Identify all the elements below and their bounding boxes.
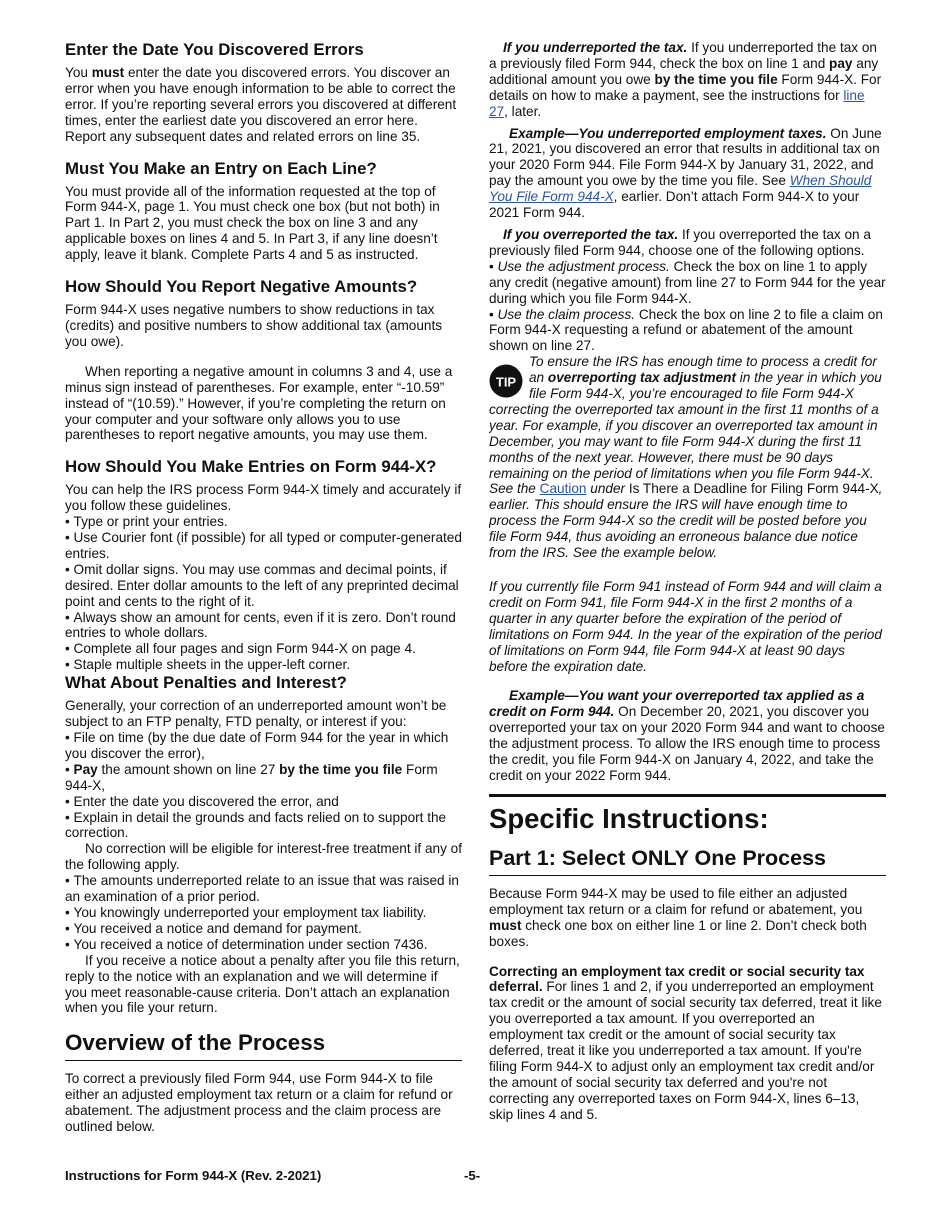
heading-enter-date: Enter the Date You Discovered Errors [65, 40, 364, 59]
paragraph-correcting-credit: Correcting an employment tax credit or social security tax deferral. For lines 1 and 2, if you underreported an employment tax credit or the amount of social security tax deferred, treat it like you overreported a tax amount. If you overreported an employment tax credit or the amount of social security tax deferred, treat it like you underreported a tax amount. If you're filing Form 944-X to adjust only an employment tax credit and/or the amount of social security tax deferred and you're not correcting any overreported taxes on Form 944-X, lines 6–13, skip lines 4 and 5. [489, 963, 882, 1122]
tip-text: To ensure the IRS has enough time to process a credit for an overreporting tax adjustment in the year in which you file Form 944-X, you’re encouraged to file Form 944-X correcting the overreported tax amount in the first 11 months of a year. For example, if you discover an overreported tax amount in December, you may want to file Form 944-X during the first 11 months of the next year. However, there must be 90 days remaining on the period of limitations when you file Form 944-X. See the Caution under Is There a Deadline for Filing Form 944-X, earlier. This should ensure the IRS will have enough time to process the Form 944-X so the credit will be posted before you file Form 944, thus avoiding an erroneous balance due notice from the IRS. See the example below. [489, 354, 883, 561]
list-item: • Staple multiple sheets in the upper-left corner. [65, 657, 462, 673]
tip-icon [489, 364, 523, 398]
list-item: • Always show an amount for cents, even if it is zero. Don’t round entries to whole dollars. [65, 610, 462, 642]
list-item: • Use the claim process. Check the box on line 2 to file a claim on Form 944-X requesting a refund or abatement of the amount shown on line 27. [489, 307, 886, 355]
paragraph-overreported: If you overreported the tax. If you overreported the tax on a previously filed Form 944, choose one of the following options. [489, 226, 871, 258]
section-divider [489, 794, 886, 797]
heading-overview: Overview of the Process [65, 1030, 462, 1061]
paragraph-enter-date: You must enter the date you discovered errors. You discover an error when you have enough information to be able to correct the error. If you’re reporting several errors you discovered at different times, enter the earliest date you discovered an error here. Report any subsequent dates and related errors on line 35. [65, 65, 457, 144]
paragraph-no-correction: No correction will be eligible for interest-free treatment if any of the following apply. [65, 841, 463, 873]
link-when-should-you-file[interactable]: When Should You File Form 944-X [489, 173, 872, 205]
paragraph-form-941: If you currently file Form 941 instead of Form 944 and will claim a credit on Form 941, file Form 944-X in the first 2 months of a quarter in any quarter before the expiration of the period of limitations on Form 944. In the year of the expiration of the period of limitations on Form 944, file Form 944-X at least 90 days before the expiration date. [489, 579, 882, 674]
list-item: • File on time (by the due date of Form 944 for the year in which you discover the error), [65, 730, 462, 762]
paragraph-penalty-notice: If you receive a notice about a penalty after you file this return, reply to the notice with an explanation and we will determine if you meet reasonable-cause criteria. Don’t attach an explanation when you file your return. [65, 952, 460, 1016]
list-item: • Enter the date you discovered the error, and [65, 794, 462, 810]
right-column [489, 40, 886, 1123]
list-item: • Use Courier font (if possible) for all typed or computer-generated entries. [65, 530, 462, 562]
list-item: • Pay the amount shown on line 27 by the time you file Form 944-X, [65, 762, 462, 794]
list-item: • Use the adjustment process. Check the box on line 1 to apply any credit (negative amount) from line 27 to Form 944 for the year during which you file Form 944-X. [489, 259, 886, 307]
paragraph-negative-1: Form 944-X uses negative numbers to show reductions in tax (credits) and positive numbers to show additional tax (amounts you owe). [65, 302, 443, 349]
list-item: • Explain in detail the grounds and facts relied on to support the correction. [65, 810, 462, 842]
paragraph-underreported: If you underreported the tax. If you underreported the tax on a previously filed Form 944, check the box on line 1 and pay any additional amount you owe by the time you file Form 944-X. For details on how to make a payment, see the instructions for line 27, later. [489, 40, 882, 119]
paragraph-example-underreported: Example—You underreported employment taxes. On June 21, 2021, you discovered an error that results in additional tax on your 2020 Form 944. File Form 944-X by January 31, 2022, and pay the amount you owe by the time you file. See When Should You File Form 944-X, earlier. Don’t attach Form 944-X to your 2021 Form 944. [489, 125, 882, 221]
list-item: • You received a notice and demand for payment. [65, 921, 462, 937]
heading-entry-each-line: Must You Make an Entry on Each Line? [65, 158, 377, 178]
paragraph-overview: To correct a previously filed Form 944, use Form 944-X to file either an adjusted employment tax return or a claim for refund or abatement. The adjustment process and the claim process are outlined below. [65, 1071, 453, 1135]
list-item: • The amounts underreported relate to an issue that was raised in an examination of a prior period. [65, 873, 462, 905]
footer-form-title: Instructions for Form 944-X (Rev. 2-2021) [65, 1168, 322, 1183]
list-item: • You knowingly underreported your employment tax liability. [65, 905, 462, 921]
paragraph-example-overreported: Example—You want your overreported tax applied as a credit on Form 944. On December 20, 2021, you discover you overreported your tax on your 2020 Form 944 and want to choose the adjustment process. To allow the IRS enough time to process the credit, you file Form 944-X on January 4, 2022, and take the credit on your 2022 Form 944. [489, 688, 885, 783]
heading-make-entries: How Should You Make Entries on Form 944-X? [65, 457, 437, 477]
paragraph-negative-2: When reporting a negative amount in columns 3 and 4, use a minus sign instead of parentheses. For example, enter “-10.59” instead of “(10.59).” However, if you’re completing the return on your computer and your software only allows you to use parentheses to report negative amounts, you may use them. [65, 363, 453, 443]
list-item: • Omit dollar signs. You may use commas and decimal points, if desired. Enter dollar amounts to the left of any preprinted decimal point and cents to the right of it. [65, 562, 462, 610]
paragraph-penalties-intro: Generally, your correction of an underreported amount won’t be subject to an FTP penalty, FTD penalty, or interest if you: [65, 698, 447, 730]
link-line-27[interactable]: line 27 [489, 87, 865, 119]
heading-penalties: What About Penalties and Interest? [65, 673, 347, 693]
list-item: • Type or print your entries. [65, 514, 462, 530]
heading-negative-amounts: How Should You Report Negative Amounts? [65, 277, 418, 297]
list-item: • You received a notice of determination under section 7436. [65, 937, 462, 953]
footer-page-number: -5- [464, 1168, 481, 1183]
paragraph-entry-each-line: You must provide all of the information requested at the top of Form 944-X, page 1. You must check one box (but not both) in Part 1. In Part 2, you must check the box on line 3 and any applicable boxes on lines 4 and 5. In Part 3, if any line doesn’t apply, leave it blank. Complete Parts 4 and 5 as instructed. [65, 183, 440, 263]
heading-part-1: Part 1: Select ONLY One Process [489, 845, 886, 876]
paragraph-entries-intro: You can help the IRS process Form 944-X timely and accurately if you follow these guidelines. [65, 482, 462, 514]
left-column [65, 40, 462, 1135]
list-item: • Complete all four pages and sign Form 944-X on page 4. [65, 641, 462, 657]
paragraph-part-1: Because Form 944-X may be used to file either an adjusted employment tax return or a claim for refund or abatement, you must check one box on either line 1 or line 2. Don’t check both boxes. [489, 885, 867, 949]
tip-box [489, 354, 886, 561]
tip-label: TIP [495, 374, 517, 390]
heading-specific-instructions: Specific Instructions: [489, 802, 769, 834]
link-caution[interactable]: Caution [539, 481, 587, 497]
